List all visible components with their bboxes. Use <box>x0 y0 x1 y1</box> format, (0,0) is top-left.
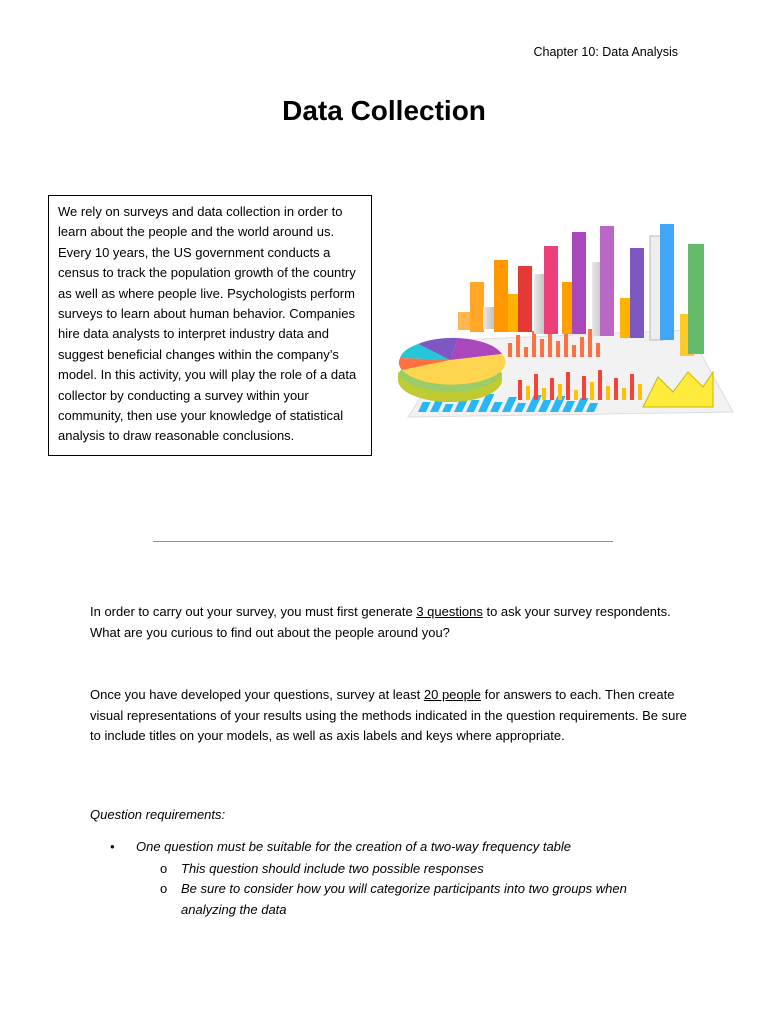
p1-after: to ask your survey respondents. What are you curious to find out about the people around you? <box>90 604 671 640</box>
paragraph-survey <box>90 685 690 747</box>
bullet-icon: • <box>110 839 115 854</box>
p1-underlined: 3 questions <box>416 604 483 619</box>
requirement-text: One question must be suitable for the creation of a two-way frequency table <box>136 839 572 854</box>
sub-requirement-text: This question should include two possible responses <box>181 861 484 876</box>
intro-box: We rely on surveys and data collection in order to learn about the people and the world around us. Every 10 years, the US government conducts a census to track the population growth of the country as well as where people live. Psychologists perform surveys to learn about human behavior. Companies hire data analysts to interpret industry data and suggest beneficial changes within the company’s model. In this activity, you will play the role of a data collector by conducting a survey within your community, then use your knowledge of statistical analysis to draw reasonable conclusions. <box>48 195 372 456</box>
p1-before: In order to carry out your survey, you must first generate <box>90 604 417 619</box>
p2-after: for answers to each. Then create visual representations of your results using the methods indicated in the question requirements. Be sure to include titles on your models, as well as axis labels and keys where appropriate. <box>90 687 687 743</box>
requirements-heading: Question requirements: <box>90 807 226 822</box>
p2-underlined: 20 people <box>423 687 481 702</box>
sub-bullet-icon: o <box>160 861 168 876</box>
paragraph-questions <box>90 602 690 643</box>
sub-bullet-icon: o <box>160 881 168 896</box>
chapter-header: Chapter 10: Data Analysis <box>533 45 678 59</box>
charts-illustration-icon <box>388 222 750 438</box>
page-title: Data Collection <box>282 95 486 126</box>
p2-before: Once you have developed your questions, survey at least <box>90 687 424 702</box>
section-divider <box>153 541 613 542</box>
sub-requirement-text: Be sure to consider how you will categorize participants into two groups when analyzing the data <box>181 881 627 917</box>
